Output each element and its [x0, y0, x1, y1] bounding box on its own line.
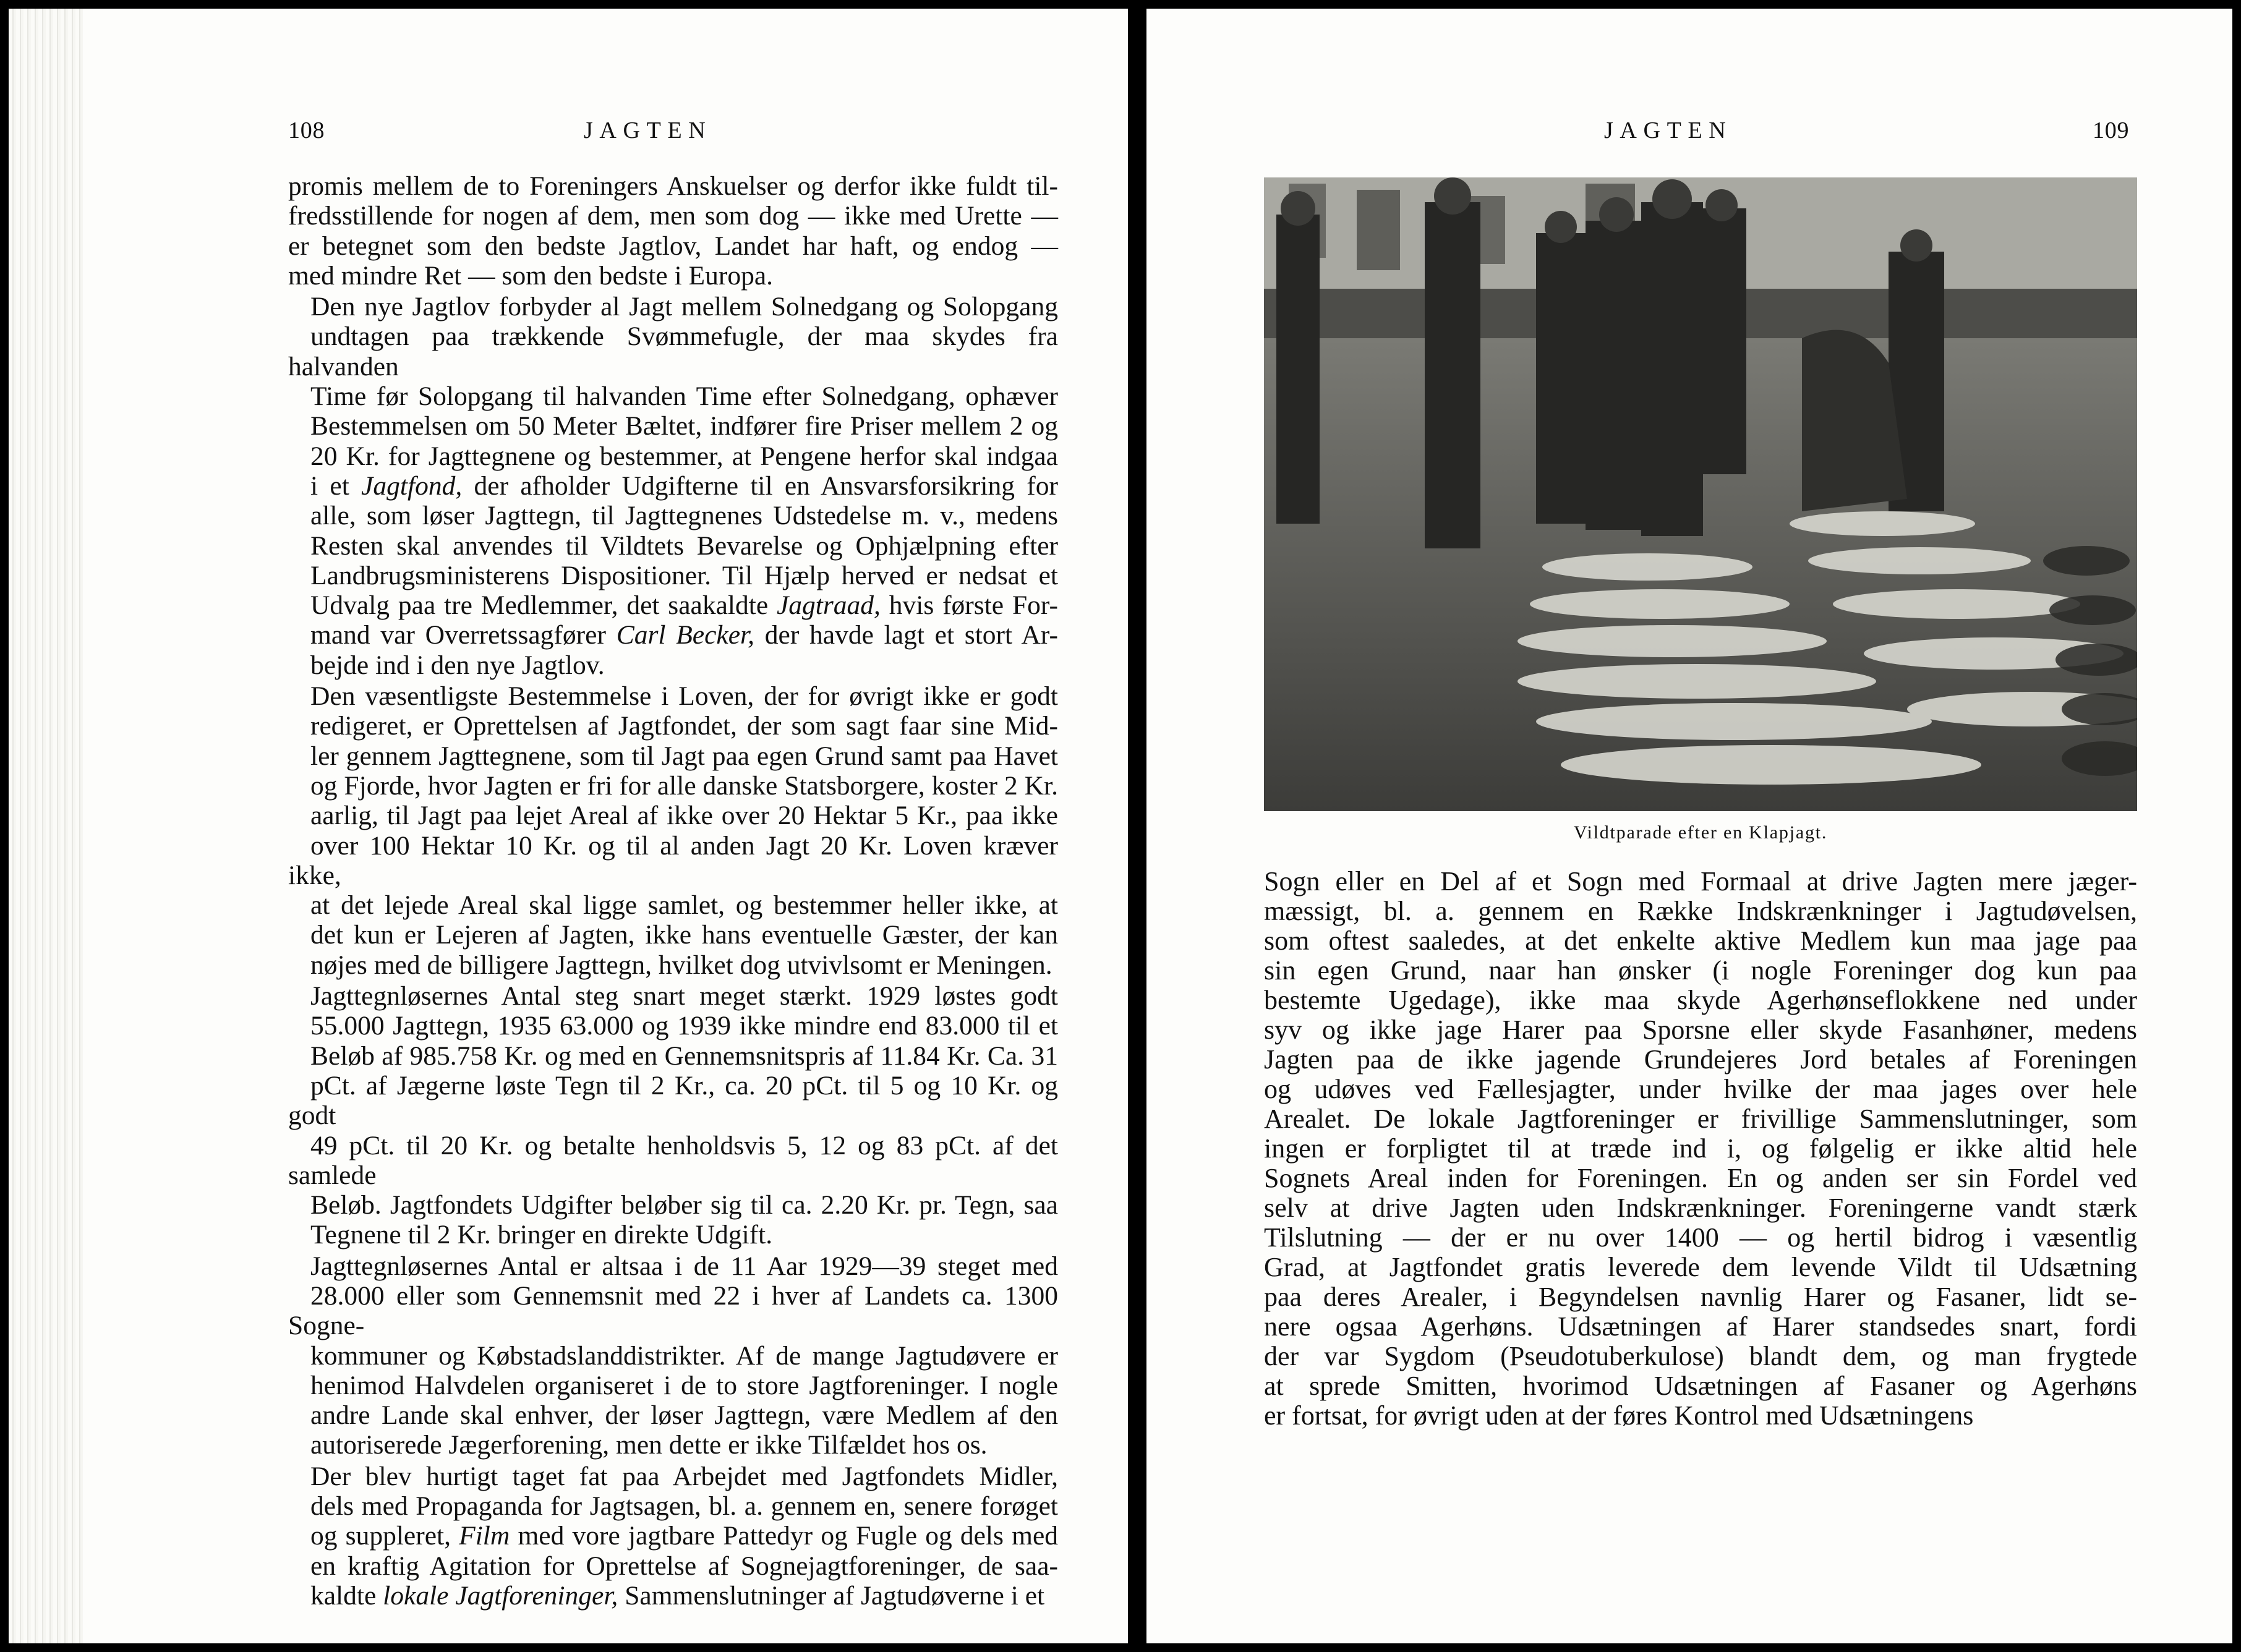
text-line: dels med Propaganda for Jagtsagen, bl. a. gennem en, senere forøget — [310, 1491, 1058, 1522]
text-line: kommuner og Købstadslanddistrikter. Af de mange Jagtudøvere er — [310, 1340, 1058, 1371]
text-line: der var Sygdom (Pseudotuberkulose) blandt dem, og man frygtede — [1264, 1341, 2137, 1371]
text-line: alle, som løser Jagttegn, til Jagttegnenes Udstedelse m. v., medens — [310, 501, 1058, 531]
text-line: Jagttegnløsernes Antal steg snart meget stærkt. 1929 løstes godt — [310, 981, 1058, 1011]
text-line: det kun er Lejeren af Jagten, ikke hans eventuelle Gæster, der kan — [310, 920, 1058, 950]
text-line: at sprede Smitten, hvorimod Udsætningen af Fasaner og Agerhøns — [1264, 1371, 2137, 1401]
text-line: med mindre Ret — som den bedste i Europa. — [288, 260, 774, 291]
text-line: bestemte Ugedage), ikke maa skyde Agerhønseflokkene ned under — [1264, 985, 2137, 1015]
text-line: mand var Overretssagfører Carl Becker, der havde lagt et stort Ar- — [310, 620, 1058, 650]
text-line: selv at drive Jagten uden Indskrænkninger. Foreningerne vandt stærk — [1264, 1193, 2137, 1223]
paragraph — [288, 292, 1058, 680]
right-body-text — [1264, 867, 2137, 1431]
page-edges — [9, 9, 83, 1643]
text-line: og Fjorde, hvor Jagten er fri for alle danske Statsborgere, koster 2 Kr. — [310, 770, 1058, 801]
page-number-right: 109 — [2093, 117, 2130, 143]
text-line: Sogn eller en Del af et Sogn med Formaal at drive Jagten mere jæger- — [1264, 866, 2137, 896]
text-line: sin egen Grund, naar han ønsker (i nogle Foreninger dog kun paa — [1264, 955, 2137, 986]
hunting-photograph — [1264, 177, 2137, 811]
running-title-left: JAGTEN — [584, 117, 712, 143]
text-line: Beløb af 985.758 Kr. og med en Gennemsnitspris af 11.84 Kr. Ca. 31 — [310, 1041, 1058, 1071]
text-line: Jagttegnløsernes Antal er altsaa i de 11 Aar 1929—39 steget med — [310, 1251, 1058, 1281]
text-line: Jagten paa de ikke jagende Grundejeres Jord betales af Foreningen — [1264, 1044, 2137, 1075]
text-line: og udøves ved Fællesjagter, under hvilke der maa jages over hele — [1264, 1074, 2137, 1104]
right-page — [1146, 9, 2232, 1643]
text-line: Udvalg paa tre Medlemmer, det saakaldte Jagtraad, hvis første For- — [310, 590, 1058, 621]
page-number-left: 108 — [288, 117, 325, 143]
text-line: mæssigt, bl. a. gennem en Række Indskrænkninger i Jagtudøvelsen, — [1264, 896, 2137, 926]
text-line: nøjes med de billigere Jagttegn, hvilket dog utvivlsomt er Meningen. — [310, 950, 1052, 980]
photo-caption: Vildtparade efter en Klapjagt. — [1573, 822, 1828, 843]
text-line: er fortsat, for øvrigt uden at der føres Kontrol med Udsætningens — [1264, 1400, 1974, 1431]
left-page — [9, 9, 1128, 1643]
text-line: undtagen paa trækkende Svømmefugle, der maa skydes fra halvanden — [288, 321, 1058, 381]
text-line: som oftest saaledes, at det enkelte aktive Medlem kun maa jage paa — [1264, 926, 2137, 956]
text-line: ler gennem Jagttegnene, som til Jagt paa egen Grund samt paa Havet — [310, 741, 1058, 771]
text-line: at det lejede Areal skal ligge samlet, og bestemmer heller ikke, at — [310, 890, 1058, 921]
paragraph — [288, 981, 1058, 1250]
text-line: Sognets Areal inden for Foreningen. En og anden ser sin Fordel ved — [1264, 1163, 2137, 1193]
text-line: er betegnet som den bedste Jagtlov, Landet har haft, og endog — — [288, 231, 1058, 261]
text-line: aarlig, til Jagt paa lejet Areal af ikke over 20 Hektar 5 Kr., paa ikke — [310, 801, 1058, 831]
text-line: pCt. af Jægerne løste Tegn til 2 Kr., ca. 20 pCt. til 5 og 10 Kr. og godt — [288, 1070, 1058, 1131]
text-line: i et Jagtfond, der afholder Udgifterne til en Ansvarsforsikring for — [310, 470, 1058, 501]
text-line: redigeret, er Oprettelsen af Jagtfondet, der som sagt faar sine Mid- — [310, 711, 1058, 741]
left-body-text — [288, 171, 1058, 1611]
text-line: Grad, at Jagtfondet gratis leverede dem levende Vildt til Udsætning — [1264, 1252, 2137, 1282]
text-line: kaldte lokale Jagtforeninger, Sammenslutninger af Jagtudøverne i et — [310, 1580, 1045, 1611]
paragraph — [1264, 867, 2137, 1431]
paragraph — [288, 1462, 1058, 1611]
text-line: syv og ikke jage Harer paa Sporsne eller skyde Fasanhøner, medens — [1264, 1015, 2137, 1045]
text-line: Der blev hurtigt taget fat paa Arbejdet med Jagtfondets Midler, — [310, 1461, 1058, 1491]
text-line: Tegnene til 2 Kr. bringer en direkte Udgift. — [310, 1220, 773, 1250]
text-line: nere ogsaa Agerhøns. Udsætningen af Harer standsedes snart, fordi — [1264, 1311, 2137, 1342]
photo-illustration — [1264, 177, 2137, 811]
text-line: fredsstillende for nogen af dem, men som dog — ikke med Urette — — [288, 201, 1058, 231]
text-line: 28.000 eller som Gennemsnit med 22 i hver af Landets ca. 1300 Sogne- — [288, 1280, 1058, 1341]
text-line: autoriserede Jægerforening, men dette er ikke Tilfældet hos os. — [310, 1430, 988, 1460]
text-line: Resten skal anvendes til Vildtets Bevarelse og Ophjælpning efter — [310, 530, 1058, 561]
paragraph — [288, 171, 1058, 291]
text-line: henimod Halvdelen organiseret i de to store Jagtforeninger. I nogle — [310, 1370, 1058, 1400]
text-line: Time før Solopgang til halvanden Time efter Solnedgang, ophæver — [310, 381, 1058, 412]
text-line: en kraftig Agitation for Oprettelse af Sognejagtforeninger, de saa- — [310, 1551, 1058, 1581]
text-line: promis mellem de to Foreningers Anskuelser og derfor ikke fuldt til- — [288, 171, 1058, 201]
text-line: bejde ind i den nye Jagtlov. — [310, 650, 605, 680]
paragraph — [288, 1251, 1058, 1460]
text-line: 20 Kr. for Jagttegnene og bestemmer, at Pengene herfor skal indgaa — [310, 441, 1058, 471]
text-line: Tilslutning — der er nu over 1400 — og hertil bidrog i væsentlig — [1264, 1222, 2137, 1253]
text-line: Den væsentligste Bestemmelse i Loven, der for øvrigt ikke er godt — [310, 681, 1058, 712]
text-line: paa deres Arealer, i Begyndelsen navnlig Harer og Fasaner, lidt se- — [1264, 1282, 2137, 1312]
running-title-right: JAGTEN — [1604, 117, 1733, 143]
text-line: 49 pCt. til 20 Kr. og betalte henholdsvis 5, 12 og 83 pCt. af det samlede — [288, 1130, 1058, 1190]
text-line: og suppleret, Film med vore jagtbare Pattedyr og Fugle og dels med — [310, 1521, 1058, 1551]
text-line: Bestemmelsen om 50 Meter Bæltet, indfører fire Priser mellem 2 og — [310, 411, 1058, 441]
text-line: Den nye Jagtlov forbyder al Jagt mellem Solnedgang og Solopgang — [310, 292, 1058, 322]
text-line: 55.000 Jagttegn, 1935 63.000 og 1939 ikke mindre end 83.000 til et — [310, 1011, 1058, 1041]
text-line: over 100 Hektar 10 Kr. og til al anden Jagt 20 Kr. Loven kræver ikke, — [288, 830, 1058, 890]
text-line: ingen er forpligtet til at træde ind i, og følgelig er ikke altid hele — [1264, 1133, 2137, 1164]
text-line: Landbrugsministerens Dispositioner. Til Hjælp herved er nedsat et — [310, 560, 1058, 590]
text-line: Beløb. Jagtfondets Udgifter beløber sig til ca. 2.20 Kr. pr. Tegn, saa — [310, 1190, 1058, 1220]
text-line: Arealet. De lokale Jagtforeninger er frivillige Sammenslutninger, som — [1264, 1104, 2137, 1134]
text-line: andre Lande skal enhver, der løser Jagttegn, være Medlem af den — [310, 1400, 1058, 1431]
paragraph — [288, 681, 1058, 980]
